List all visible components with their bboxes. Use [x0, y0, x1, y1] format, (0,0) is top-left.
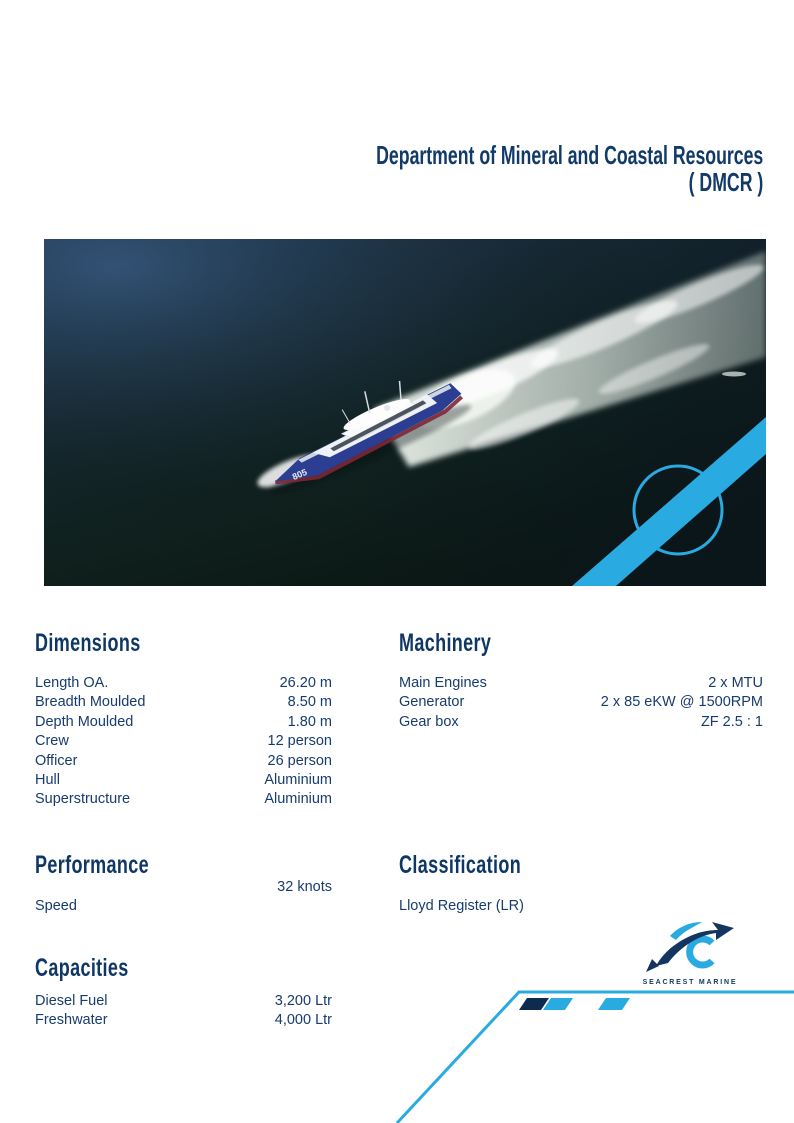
spec-row	[399, 713, 763, 732]
page-title	[194, 142, 763, 196]
page-title-line2: ( DMCR )	[688, 167, 763, 197]
section-capacities	[35, 955, 332, 1031]
vessel-hull-number: 805	[290, 466, 309, 482]
performance-rows	[35, 878, 332, 917]
spec-row	[35, 674, 332, 693]
footer-accent-line	[397, 992, 794, 1123]
performance-heading: Performance	[35, 851, 150, 879]
page-title-line1: Department of Mineral and Coastal Resources	[375, 140, 763, 170]
spec-row	[35, 752, 332, 771]
footer-dash-blue	[543, 998, 573, 1010]
machinery-rows	[399, 674, 763, 732]
spec-label: Diesel Fuel	[35, 993, 108, 1009]
spec-label: Speed	[35, 898, 77, 915]
spec-row	[399, 897, 763, 916]
spec-label: Superstructure	[35, 791, 131, 808]
spec-label: Freshwater	[35, 1012, 108, 1029]
section-dimensions	[35, 630, 332, 810]
spec-row	[35, 693, 332, 712]
spec-value: 2 x 85 eKW @ 1500RPM	[600, 694, 763, 711]
spec-row	[399, 693, 763, 712]
spec-value: 1.80 m	[287, 713, 332, 730]
spec-value: ZF 2.5 : 1	[700, 713, 763, 730]
spec-row	[35, 713, 332, 732]
machinery-heading: Machinery	[399, 629, 492, 657]
seacrest-marine-logo-text: SEACREST MARINE	[642, 979, 738, 986]
spec-label: Lloyd Register (LR)	[399, 898, 524, 915]
footer-dash-dark	[519, 998, 549, 1010]
spec-label: Officer	[35, 752, 78, 769]
spec-label: Breadth Moulded	[35, 694, 146, 711]
seacrest-marine-logo-icon	[642, 919, 738, 973]
spec-label: Gear box	[399, 713, 459, 730]
classification-rows	[399, 878, 763, 917]
spec-row	[35, 732, 332, 751]
spec-row	[35, 1011, 332, 1030]
capacities-rows	[35, 992, 332, 1031]
spec-row	[35, 878, 332, 897]
spec-value: 2 x MTU	[708, 675, 763, 691]
spec-value: Aluminium	[264, 772, 332, 789]
spec-row	[399, 878, 763, 897]
section-machinery	[399, 630, 763, 732]
spec-row	[399, 674, 763, 693]
spec-row	[35, 771, 332, 790]
spec-label: Length OA.	[35, 675, 109, 691]
dimensions-rows	[35, 674, 332, 810]
spec-value: 26 person	[267, 752, 332, 769]
dimensions-heading: Dimensions	[35, 629, 141, 657]
spec-row	[35, 992, 332, 1011]
spec-label: Depth Moulded	[35, 713, 134, 730]
spec-value: Aluminium	[264, 791, 332, 808]
vessel-photo	[44, 239, 766, 586]
spec-row	[35, 897, 332, 916]
spec-label: Hull	[35, 772, 60, 789]
seacrest-marine-logo	[617, 919, 763, 986]
section-classification	[399, 852, 763, 917]
vessel-photo-graphic	[44, 239, 766, 586]
spec-label: Generator	[399, 694, 465, 711]
spec-value: 4,000 Ltr	[274, 1012, 332, 1029]
section-performance	[35, 852, 332, 917]
spec-value: 12 person	[267, 733, 332, 750]
spec-value: 3,200 Ltr	[274, 993, 332, 1009]
spec-value: 32 knots	[277, 879, 332, 895]
spec-label: Main Engines	[399, 675, 487, 691]
footer-dash-blue	[598, 998, 630, 1010]
classification-heading: Classification	[399, 851, 522, 879]
spec-label: Crew	[35, 733, 69, 750]
spec-row	[35, 790, 332, 809]
spec-value: 8.50 m	[287, 694, 332, 711]
spec-value: 26.20 m	[279, 675, 332, 691]
capacities-heading: Capacities	[35, 954, 129, 982]
